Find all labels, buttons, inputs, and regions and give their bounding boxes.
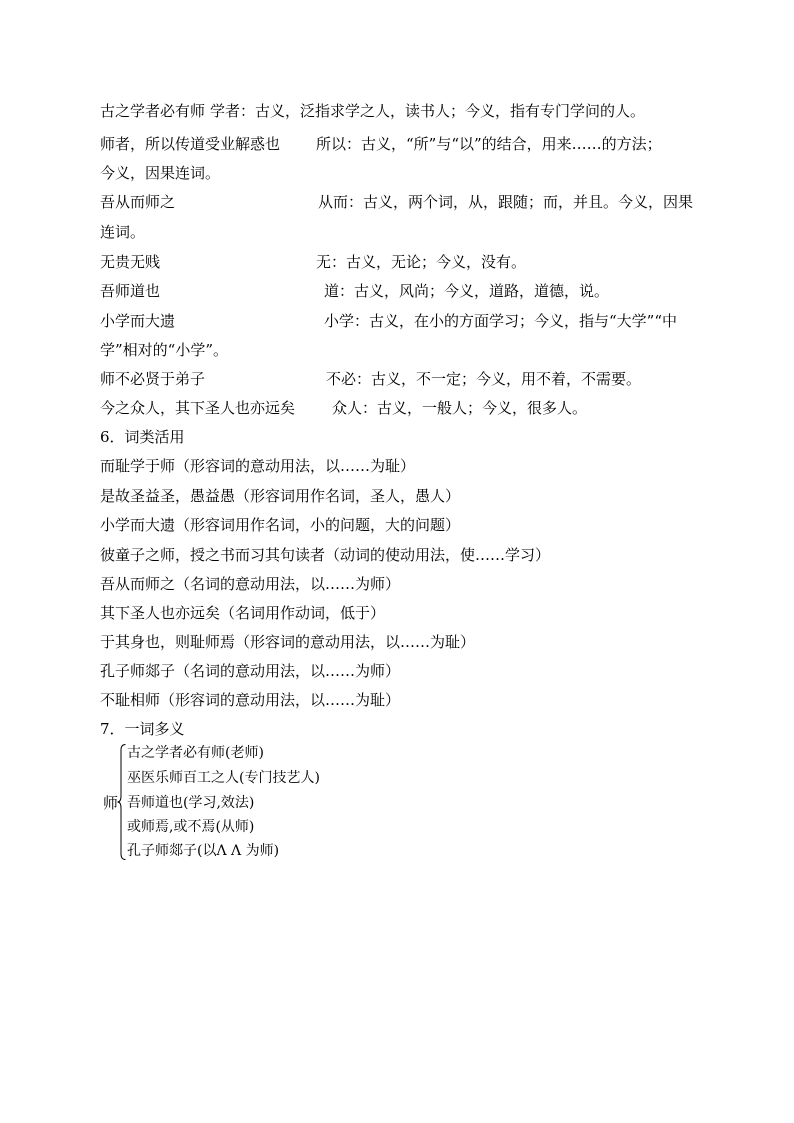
gujin-row [100,398,588,418]
gujin-gloss: 无：古义，无论；今义，没有。 [316,253,527,271]
list-item: 孔子师郯子（名词的意动用法，以……为师） [100,662,401,680]
gujin-row [100,369,642,389]
gujin-gloss: 学者：古义，泛指求学之人，读书人；今义，指有专门学问的人。 [210,102,646,120]
gujin-row [100,192,694,212]
list-item: 小学而大遗（形容词用作名词，小的问题，大的问题） [100,516,461,534]
gujin-phrase: 今之众人，其下圣人也亦远矣 [100,399,296,417]
list-item: 吾从而师之（名词的意动用法，以……为师） [100,575,401,593]
gujin-phrase: 吾师道也 [100,282,161,300]
gujin-phrase: 小学而大遗 [100,312,176,330]
gujin-phrase: 吾从而师之 [100,193,176,211]
list-item: 其下圣人也亦远矣（名词用作动词，低于） [100,604,386,622]
gujin-row [100,281,610,301]
list-item: 而耻学于师（形容词的意动用法，以……为耻） [100,457,416,475]
list-item: 彼童子之师，授之书而习其句读者（动词的使动用法，使……学习） [100,546,551,564]
gujin-gloss-continued: 连词。 [100,223,146,241]
gujin-gloss: 从而：古义，两个词，从，跟随；而，并且。今义，因果 [318,193,694,211]
polysemy-item: 或师焉,或不焉(从师) [127,819,255,835]
polysemy-item: 孔子师郯子(以Λ Λ 为师) [127,843,280,859]
polysemy-head-char: 师 [103,794,119,812]
gujin-gloss: 道：古义，风尚；今义，道路，道德，说。 [324,282,610,300]
list-item: 是故圣益圣，愚益愚（形容词用作名词，圣人，愚人） [100,487,461,505]
polysemy-item: 古之学者必有师(老师) [127,745,264,761]
gujin-gloss: 不必：古义，不一定；今义，用不着，不需要。 [326,370,642,388]
gujin-row [100,311,678,331]
left-brace-icon [117,744,126,860]
gujin-phrase: 师不必贤于弟子 [100,370,206,388]
section-title: 7．一词多义 [100,720,185,738]
gujin-row [100,134,662,154]
list-item: 于其身也，则耻师焉（形容词的意动用法，以……为耻） [100,633,476,651]
gujin-phrase: 无贵无贱 [100,253,161,271]
list-item: 不耻相师（形容词的意动用法，以……为耻） [100,691,401,709]
gujin-gloss-continued: 今义，因果连词。 [100,164,221,182]
gujin-phrase: 师者，所以传道受业解惑也 [100,135,281,153]
gujin-row [100,252,527,272]
section-title: 6．词类活用 [100,428,185,446]
gujin-row [100,101,646,121]
gujin-gloss-continued: 学”相对的“小学”。 [100,341,229,359]
gujin-gloss: 众人：古义，一般人；今义，很多人。 [332,399,588,417]
gujin-phrase: 古之学者必有师 [100,102,206,120]
polysemy-item: 巫医乐师百工之人(专门技艺人) [127,770,320,786]
gujin-gloss: 小学：古义，在小的方面学习；今义，指与“大学”“中 [324,312,678,330]
gujin-gloss: 所以：古义，“所”与“以”的结合，用来……的方法； [316,135,662,153]
polysemy-item: 吾师道也(学习,效法) [127,795,255,811]
